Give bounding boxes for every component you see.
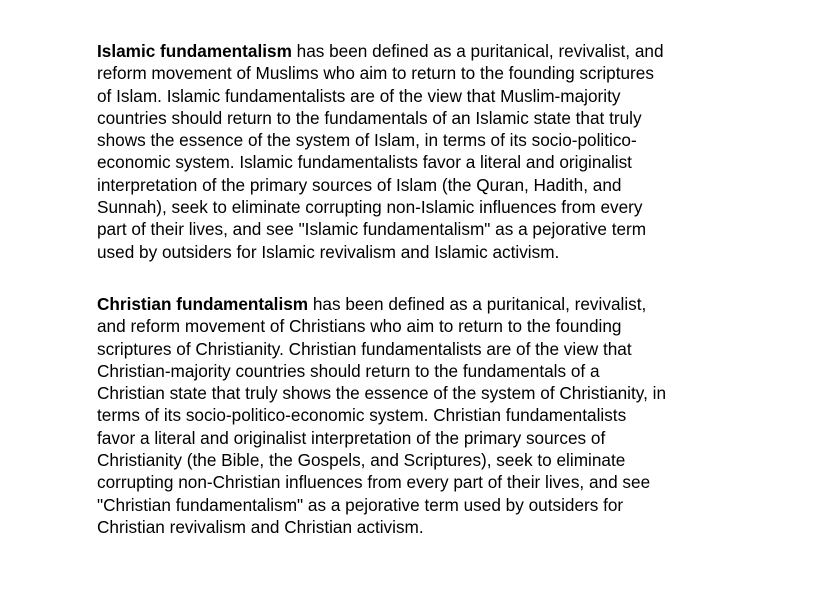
paragraph-line: and reform movement of Christians who aim to return to the founding [97, 316, 622, 337]
paragraph-line: reform movement of Muslims who aim to return to the founding scriptures [97, 63, 654, 84]
paragraph-christian-fundamentalism [97, 293, 737, 538]
paragraph-line [97, 40, 737, 62]
paragraph-line: of Islam. Islamic fundamentalists are of the view that Muslim-majority [97, 85, 621, 106]
paragraph-line: Christianity (the Bible, the Gospels, and Scriptures), seek to eliminate [97, 450, 626, 471]
paragraph-line: economic system. Islamic fundamentalists favor a literal and originalist [97, 152, 632, 173]
paragraph-line: Sunnah), seek to eliminate corrupting non-Islamic influences from every [97, 197, 643, 218]
term-heading: Islamic fundamentalism [97, 41, 292, 61]
paragraph-line: countries should return to the fundamentals of an Islamic state that truly [97, 107, 642, 128]
term-heading: Christian fundamentalism [97, 293, 309, 314]
paragraph-line: shows the essence of the system of Islam, in terms of its socio-politico- [97, 130, 637, 151]
paragraph-line: interpretation of the primary sources of Islam (the Quran, Hadith, and [97, 174, 622, 195]
paragraph-line: favor a literal and originalist interpretation of the primary sources of [97, 427, 606, 448]
paragraph-line: Christian revivalism and Christian activism. [97, 516, 424, 537]
paragraph-line: scriptures of Christianity. Christian fundamentalists are of the view that [97, 338, 632, 359]
document-body [97, 40, 737, 538]
paragraph-text: has been defined as a puritanical, revivalist, [308, 293, 647, 314]
paragraph-line: terms of its socio-politico-economic system. Christian fundamentalists [97, 405, 627, 426]
paragraph-line: Christian-majority countries should return to the fundamentals of a [97, 360, 600, 381]
paragraph-line: part of their lives, and see "Islamic fundamentalism" as a pejorative term [97, 219, 647, 240]
paragraph-line: "Christian fundamentalism" as a pejorative term used by outsiders for [97, 494, 624, 515]
paragraph-line: corrupting non-Christian influences from every part of their lives, and see [97, 472, 651, 493]
paragraph-line: Christian state that truly shows the essence of the system of Christianity, in [97, 383, 667, 404]
paragraph-islamic-fundamentalism [97, 40, 737, 263]
paragraph-line [97, 293, 737, 315]
paragraph-line: used by outsiders for Islamic revivalism and Islamic activism. [97, 241, 560, 262]
paragraph-text: has been defined as a puritanical, revivalist, and [291, 41, 664, 61]
